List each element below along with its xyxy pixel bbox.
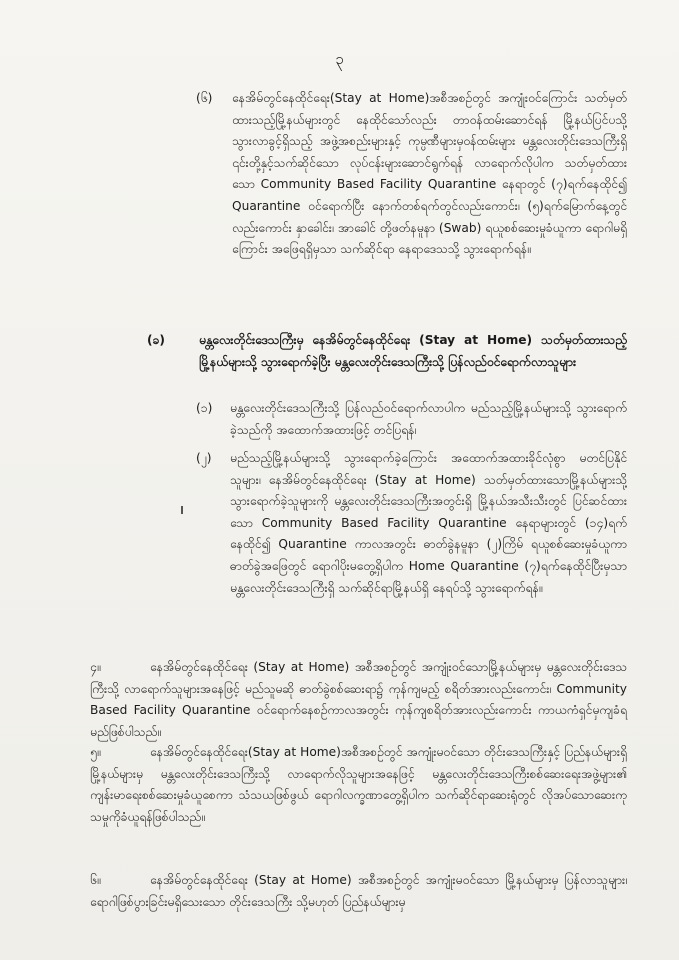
page-number: ၃ [335,50,344,68]
item-kha-label: (ခ) [147,333,165,347]
paragraph-6-text: နေအိမ်တွင်နေထိုင်ရေး (Stay at Home) အစီအစဉ်တွင် အကျုံးမဝင်သော မြို့နယ်များမှ ပြန်လာသူများ၊ ရောဂါဖြစ်ပွားခြင်းမရှိသေးသော တိုင်းဒေသကြီး သို့မဟုတ် ပြည်နယ်များမှ [90,873,627,909]
paragraph-5-label: ၅။ [90,745,101,759]
item-6-text: နေအိမ်တွင်နေထိုင်ရေး(Stay at Home)အစီအစဉ်တွင် အကျုံးဝင်ကြောင်း သတ်မှတ်ထားသည့်မြို့နယ်များတွင် နေထိုင်သော်လည်း တာဝန်ထမ်းဆောင်ရန် မြို့နယ်ပြင်ပသို့သွားလာခွင့်ရှိသည့် အဖွဲ့အစည်းများနှင့် ကုမ္ပဏီများမှဝန်ထမ်းများ မန္တလေးတိုင်းဒေသကြီးရှိ ၎င်းတို့နှင့်သက်ဆိုင်သော လုပ်ငန်းများဆောင်ရွက်ရန် လာရောက်လိုပါက သတ်မှတ်ထားသော Community Based Facility Quarantine နေရာတွင် (၇)ရက်နေထိုင်၍ Quarantine ဝင်ရောက်ပြီး နောက်တစ်ရက်တွင်လည်းကောင်း၊ (၅)ရက်မြောက်နေ့တွင်လည်းကောင်း နှာခေါင်း၊ အာခေါင် တို့ဖတ်နမူနာ (Swab) ရယူစစ်ဆေးမှုခံယူကာ ရောဂါမရှိကြောင်း အဖြေရရှိမှသာ သက်ဆိုင်ရာ နေရာဒေသသို့ သွားရောက်ရန်။ [232,91,627,257]
sub-item-2 [196,448,627,599]
sub-item-1-text: မန္တလေးတိုင်းဒေသကြီးသို့ ပြန်လည်ဝင်ရောက်လာပါက မည်သည့်မြို့နယ်များသို့ သွားရောက်ခဲ့သည်ကို အထောက်အထားဖြင့် တင်ပြရန်၊ [230,401,627,437]
paragraph-5-text: နေအိမ်တွင်နေထိုင်ရေး(Stay at Home)အစီအစဉ်တွင် အကျုံးမဝင်သော တိုင်းဒေသကြီးနှင့် ပြည်နယ်များရှိ မြို့နယ်များမှ မန္တလေးတိုင်းဒေသကြီးသို့ လာရောက်လိုသူများအနေဖြင့် မန္တလေးတိုင်းဒေသကြီးစစ်ဆေးရေးအဖွဲ့များ၏ ကျန်းမာရေးစစ်ဆေးမှုခံယူစေကာ သံသယဖြစ်ဖွယ် ရောဂါလက္ခဏာတွေ့ရှိပါက သက်ဆိုင်ရာဆေးရုံတွင် လိုအပ်သောဆေးကုသမှုကိုခံယူရန်ဖြစ်ပါသည်။ [90,745,627,824]
paragraph-4 [90,657,627,743]
paragraph-6-label: ၆။ [90,873,101,887]
sub-item-1-label: (၁) [196,401,213,415]
sub-item-1 [196,398,627,441]
paragraph-4-text: နေအိမ်တွင်နေထိုင်ရေး (Stay at Home) အစီအစဉ်တွင် အကျုံးဝင်သောမြို့နယ်များမှ မန္တလေးတိုင်းဒေသကြီးသို့ လာရောက်သူများအနေဖြင့် မည်သူမဆို ဓာတ်ခွဲစစ်ဆေးရာ၌ ကုန်ကျမည့် စရိတ်အားလည်းကောင်း၊ Community Based Facility Quarantine ဝင်ရောက်နေစဉ်ကာလအတွင်း ကုန်ကျစရိတ်အားလည်းကောင်း ကာယကံရှင်မှကျခံရမည်ဖြစ်ပါသည်။ [90,660,627,739]
item-kha-text: မန္တလေးတိုင်းဒေသကြီးမှ နေအိမ်တွင်နေထိုင်ရေး (Stay at Home) သတ်မှတ်ထားသည့်မြို့နယ်များသို့ သွားရောက်ခဲ့ပြီး မန္တလေးတိုင်းဒေသကြီးသို့ ပြန်လည်ဝင်ရောက်လာသူများ [199,333,627,369]
sub-item-2-text: မည်သည့်မြို့နယ်များသို့ သွားရောက်ခဲ့ကြောင်း အထောက်အထားခိုင်လုံစွာ မတင်ပြနိုင်သူများ၊ နေအိမ်တွင်နေထိုင်ရေး (Stay at Home) သတ်မှတ်ထားသောမြို့နယ်များသို့ သွားရောက်ခဲ့သူများကို မန္တလေးတိုင်းဒေသကြီးအတွင်းရှိ မြို့နယ်အသီးသီးတွင် ပြင်ဆင်ထားသော Community Based Facility Quarantine နေရာများတွင် (၁၄)ရက် နေထိုင်၍ Quarantine ကာလအတွင်း ဓာတ်ခွဲနမူနာ (၂)ကြိမ် ရယူစစ်ဆေးမှုခံယူကာ ဓာတ်ခွဲအဖြေတွင် ရောဂါပိုးမတွေ့ရှိပါက Home Quarantine (၇)ရက်နေထိုင်ပြီးမှသာ မန္တလေးတိုင်းဒေသကြီးရှိ သက်ဆိုင်ရာမြို့နယ်ရှိ နေရပ်သို့ သွားရောက်ရန်။ [230,451,627,595]
paragraph-6 [90,870,627,913]
paragraph-4-label: ၄။ [90,660,101,674]
paragraph-5 [90,742,627,828]
stray-mark [181,506,183,514]
item-6 [196,88,627,261]
sub-item-2-label: (၂) [196,451,212,465]
item-kha [147,330,627,373]
item-6-label: (၆) [196,91,213,105]
